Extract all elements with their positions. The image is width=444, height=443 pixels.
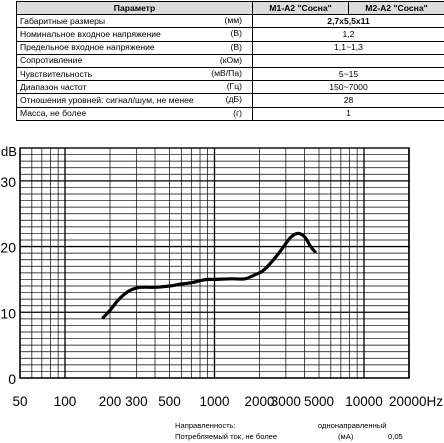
param-unit: (кОм) [219,54,242,65]
param-unit: (В) [230,41,242,52]
header-m1-a2: М1-А2 "Сосна" [253,2,349,15]
chart-grid [20,148,409,378]
param-unit: (мВ/Па) [211,67,242,78]
x-tick-label: 1000 [199,394,230,409]
note-value: 0,05 [388,432,403,441]
table-row [17,94,444,107]
param-unit: (мм) [224,15,242,26]
note-value: однонаправленный [318,421,387,430]
y-tick-label: 0 [8,371,16,387]
param-name: Сопротивление [20,55,83,66]
param-unit: (Гц) [226,81,242,92]
param-name-cell [17,54,253,67]
table-row [17,41,444,54]
table-row [17,15,444,28]
param-name: Номинальное входное напряжение [20,28,161,39]
table-row [17,107,444,120]
param-name-cell [17,15,253,28]
notes [0,421,444,443]
param-name-cell [17,81,253,94]
frequency-response-chart [0,142,444,422]
table-header-row [17,2,444,15]
param-value: 5~15 [253,67,444,80]
note-unit: (мА) [338,432,354,441]
x-tick-label: 200 [98,394,122,409]
param-name: Диапазон частот [20,81,87,92]
header-m2-a2: М2-А2 "Сосна" [349,2,444,15]
param-name-cell [17,107,253,120]
param-value: 1,2 [253,28,444,41]
x-tick-label: 10000 [345,394,383,409]
table-row [17,81,444,94]
param-unit: (дБ) [225,94,242,105]
param-name-cell [17,67,253,80]
parameters-table [16,1,444,121]
y-tick-label: 10 [0,305,16,322]
param-name: Масса, не более [20,108,87,119]
x-axis-ticks [12,394,443,409]
param-value: 150~7000 [253,81,444,94]
x-tick-label: 300 [125,394,148,409]
note-directionality [0,421,444,431]
table-row [17,54,444,67]
param-name: Чувствительность [20,68,93,79]
header-parameter: Параметр [17,2,253,15]
param-name-cell [17,41,253,54]
param-name: Отношения уровней: сигнал/шум, не менее [20,94,194,105]
x-tick-label: 5000 [303,394,335,409]
y-tick-label: 30 [0,173,16,190]
note-label: Потребляемый ток, не более [175,432,278,441]
param-name: Габаритные размеры [20,15,106,26]
note-current [0,432,444,442]
parameters-body [17,15,444,121]
param-value: 1 [253,107,444,120]
x-tick-label: 3000 [270,394,301,409]
param-unit: (В) [230,28,242,39]
x-tick-label: 100 [53,394,77,409]
param-value [253,54,444,67]
y-axis-ticks [0,174,16,387]
y-tick-label: 20 [0,239,16,256]
table-row [17,67,444,80]
param-value: 2,7х5,5х11 [253,15,444,28]
y-axis-unit: dB [1,144,17,159]
param-unit: (г) [233,107,242,118]
x-tick-label: 500 [158,394,181,409]
x-tick-label: 20000Hz [388,394,443,409]
param-name: Предельное входное напряжение [20,42,155,53]
param-name-cell [17,94,253,107]
x-tick-label: 2000 [244,394,275,409]
param-value: 1,1~1,3 [253,41,444,54]
x-tick-label: 50 [12,394,28,409]
param-name-cell [17,28,253,41]
table-row [17,28,444,41]
param-value: 28 [253,94,444,107]
note-label: Направленность: [175,421,236,430]
